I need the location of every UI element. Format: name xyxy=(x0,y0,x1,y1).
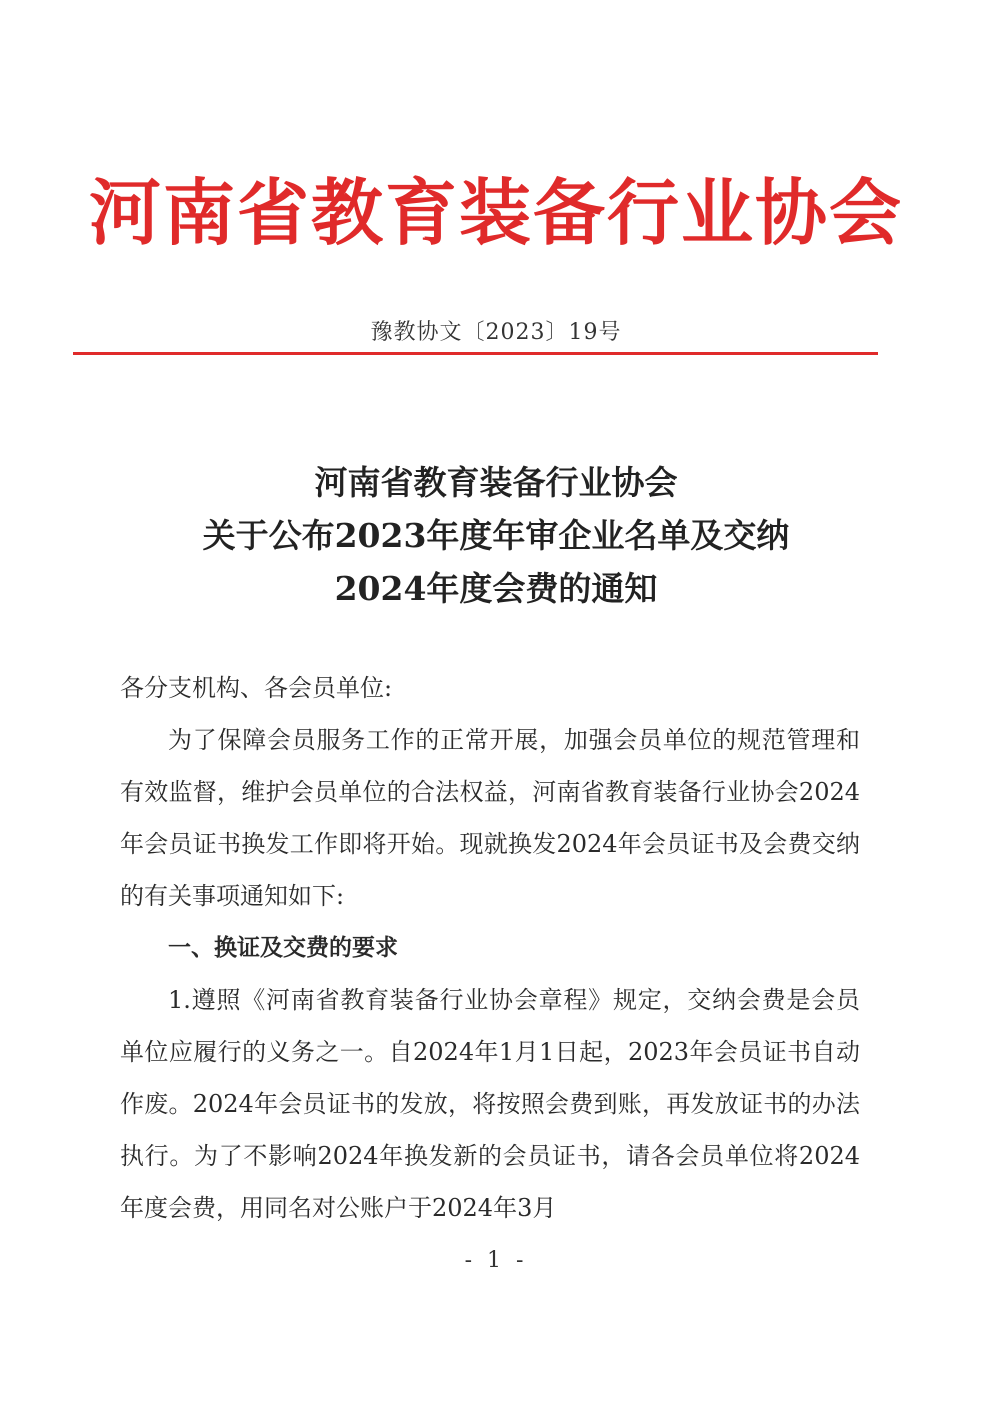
red-divider-line xyxy=(73,352,878,355)
document-title xyxy=(0,456,992,615)
title-line-1: 河南省教育装备行业协会 xyxy=(314,463,678,502)
title-line-3: 2024年度会费的通知 xyxy=(334,569,658,608)
document-number: 豫教协文〔2023〕19号 xyxy=(370,320,622,345)
title-line-2: 关于公布2023年度年审企业名单及交纳 xyxy=(202,516,790,555)
page-number: - 1 - xyxy=(464,1248,528,1273)
masthead-organization-name: 河南省教育装备行业协会 xyxy=(88,170,903,255)
item-1-paragraph: 1.遵照《河南省教育装备行业协会章程》规定，交纳会费是会员单位应履行的义务之一。自2024年1月1日起，2023年会员证书自动作废。2024年会员证书的发放，将按照会费到账，再发放证书的办法执行。为了不影响2024年换发新的会员证书，请各会员单位将2024年度会费，用同名对公账户于2024年3月 xyxy=(120,986,860,1222)
section-heading-1: 一、换证及交费的要求 xyxy=(168,935,398,961)
intro-paragraph: 为了保障会员服务工作的正常开展，加强会员单位的规范管理和有效监督，维护会员单位的合法权益，河南省教育装备行业协会2024年会员证书换发工作即将开始。现就换发2024年会员证书及会费交纳的有关事项通知如下: xyxy=(120,726,860,910)
document-body xyxy=(120,662,860,1234)
salutation: 各分支机构、各会员单位: xyxy=(120,674,393,702)
